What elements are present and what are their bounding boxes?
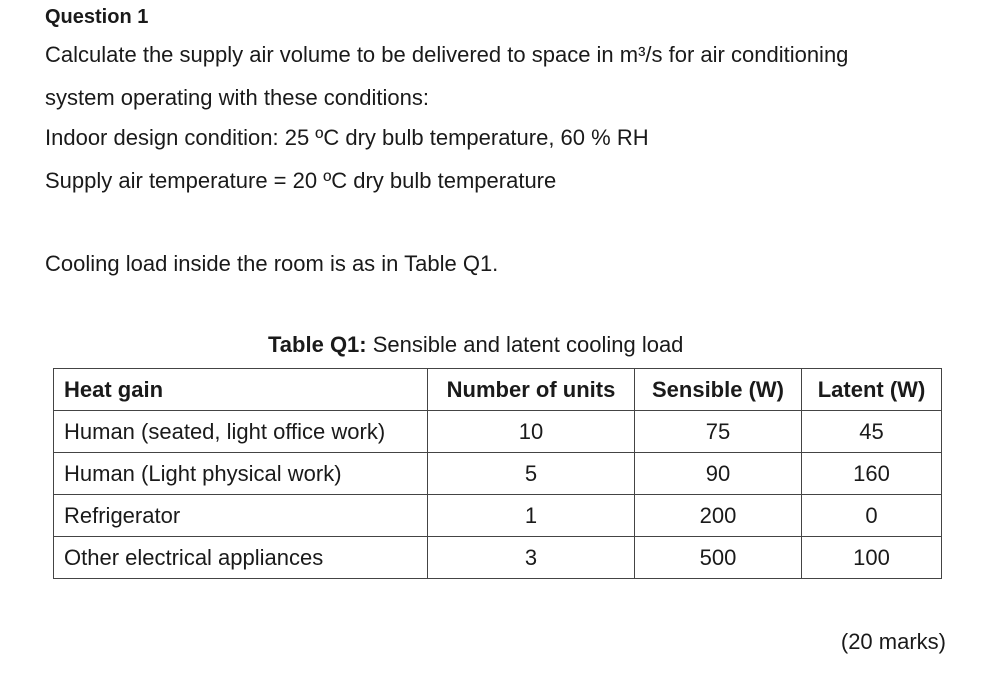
header-latent: Latent (W) (802, 369, 942, 411)
cooling-load-table (53, 368, 942, 579)
cell-heat-gain: Refrigerator (54, 495, 428, 537)
cell-latent: 0 (802, 495, 942, 537)
cooling-load-intro: Cooling load inside the room is as in Table Q1. (45, 251, 499, 276)
question-line-1: Calculate the supply air volume to be delivered to space in m³/s for air conditioning (45, 42, 849, 67)
cell-heat-gain: Other electrical appliances (54, 537, 428, 579)
header-number-of-units: Number of units (428, 369, 635, 411)
cell-units: 1 (428, 495, 635, 537)
cell-units: 10 (428, 411, 635, 453)
question-line-2: system operating with these conditions: (45, 85, 429, 110)
cell-sensible: 200 (635, 495, 802, 537)
supply-air-temperature: Supply air temperature = 20 ºC dry bulb temperature (45, 168, 557, 193)
header-heat-gain: Heat gain (54, 369, 428, 411)
cell-units: 3 (428, 537, 635, 579)
table-row (54, 453, 942, 495)
table-row (54, 537, 942, 579)
cell-sensible: 90 (635, 453, 802, 495)
marks-label: (20 marks) (840, 629, 946, 654)
indoor-design-condition: Indoor design condition: 25 ºC dry bulb temperature, 60 % RH (45, 125, 649, 150)
cell-latent: 100 (802, 537, 942, 579)
table-row (54, 495, 942, 537)
question-heading: Question 1 (45, 6, 149, 28)
table-header-row (54, 369, 942, 411)
cell-sensible: 500 (635, 537, 802, 579)
table-caption-text: Sensible and latent cooling load (366, 332, 684, 357)
table-caption-label: Table Q1: (268, 332, 367, 357)
cell-latent: 160 (802, 453, 942, 495)
cell-latent: 45 (802, 411, 942, 453)
table-row (54, 411, 942, 453)
header-sensible: Sensible (W) (635, 369, 802, 411)
cell-units: 5 (428, 453, 635, 495)
cell-heat-gain: Human (Light physical work) (54, 453, 428, 495)
cell-heat-gain: Human (seated, light office work) (54, 411, 428, 453)
cell-sensible: 75 (635, 411, 802, 453)
